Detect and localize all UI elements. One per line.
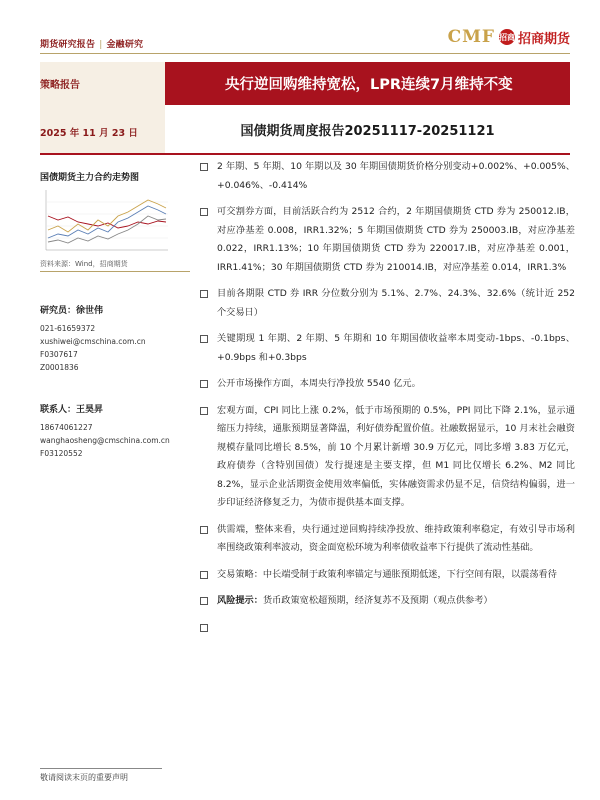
bullet-item — [200, 375, 575, 394]
bullet-item — [200, 402, 575, 513]
checkbox-bullet-icon — [200, 624, 208, 632]
checkbox-bullet-icon — [200, 335, 208, 343]
checkbox-bullet-icon — [200, 290, 208, 298]
futures-trend-thumbnail — [40, 186, 172, 256]
footer-divider — [40, 768, 162, 769]
trend-line-3 — [48, 206, 166, 238]
report-category: 期货研究报告 — [40, 40, 96, 50]
analyst-phone: 021-61659372 — [40, 324, 96, 333]
report-title: 国债期货周度报告20251117-20251121 — [240, 123, 495, 139]
analyst-cert-2: Z0001836 — [40, 363, 79, 372]
contact-role: 联系人： — [40, 405, 77, 415]
contact-cert-1: F03120552 — [40, 449, 83, 458]
checkbox-bullet-icon — [200, 208, 208, 216]
bullet-text: 供需端，整体来看，央行通过逆回购持续净投放、维持政策利率稳定，有效引导市场利率围绕政策利率波动，资金面宽松环境为利率债收益率下行提供了流动性基础。 — [217, 523, 575, 553]
bullet-text: 公开市场操作方面，本周央行净投放 5540 亿元。 — [217, 378, 421, 389]
contact-phone: 18674061227 — [40, 423, 93, 432]
checkbox-bullet-icon — [200, 380, 208, 388]
analyst-cert-1: F0307617 — [40, 350, 78, 359]
bullet-text: 货币政策宽松超预期，经济复苏不及预期（观点供参考） — [262, 595, 493, 606]
bullet-text: 关键期现 1 年期、2 年期、5 年期和 10 年期国债收益率本周变动-1bps、-0.1bps、+0.9bps 和+0.3bps — [217, 333, 575, 363]
logo-cn: 招商期货 — [517, 31, 570, 47]
bullet-item — [200, 158, 575, 195]
report-type-cell — [40, 62, 165, 105]
checkbox-bullet-icon — [200, 571, 208, 579]
contact-name: 王昊昇 — [76, 405, 104, 415]
trend-line-4 — [48, 216, 166, 243]
chart-title: 国债期货主力合约走势图 — [40, 173, 140, 183]
company-logo — [448, 27, 570, 47]
checkbox-bullet-icon — [200, 597, 208, 605]
headline: 央行逆回购维持宽松，LPR连续7月维持不变 — [165, 62, 570, 105]
bullet-text: 可交割券方面，目前活跃合约为 2512 合约，2 年期国债期货 CTD 券为 250012.IB，对应净基差 0.008，IRR1.32%；5 年期国债期货 CTD 券为 250003.IB，对应净基差 0.022，IRR1.13%；10 年期国债期货 CTD 券为 220017.IB，对应净基差 0.001，IRR1.41%；30 年期国债期货 CTD 券为 210014.IB，对应净基差 0.014，IRR1.3% — [217, 206, 575, 273]
analyst-email: xushiwei@cmschina.com.cn — [40, 337, 146, 346]
checkbox-bullet-icon — [200, 526, 208, 534]
header-divider — [40, 53, 570, 54]
chart-source: 资料来源：Wind，招商期货 — [40, 260, 128, 268]
bullet-text: 2 年期、5 年期、10 年期以及 30 年期国债期货价格分别变动+0.002%、+0.005%、+0.046%、-0.414% — [217, 161, 575, 191]
checkbox-bullet-icon — [200, 407, 208, 415]
header-separator: | — [99, 40, 103, 50]
contact-name-line — [40, 404, 170, 417]
bullet-item — [200, 330, 575, 367]
headline-band — [40, 62, 570, 105]
bullet-item — [200, 521, 575, 558]
analyst-card-researcher — [40, 305, 146, 374]
bullet-item — [200, 203, 575, 277]
bullet-text: 宏观方面，CPI 同比上涨 0.2%，低于市场预期的 0.5%，PPI 同比下降 2.1%，显示通缩压力持续，通胀预期显著降温，利好债券配置价值。社融数据显示，10 月末社会融资规模存量同比增长 8.5%，前 10 个月累计新增 30.9 万亿元，同比多增 3.83 万亿元，政府债券（含特别国债）发行提速是主要支撑，但 M1 同比仅增长 6.2%、M2 同比 8.2%，显示企业活期资金使用效率偏低，实体融资需求仍显不足，信贷结构偏弱，进一步印证经济修复乏力，为债市提供基本面支撑。 — [217, 404, 575, 508]
report-type: 策略报告 — [40, 80, 80, 91]
bullet-item — [200, 285, 575, 322]
sidebar-divider — [40, 271, 190, 272]
bullet-text: 目前各期限 CTD 券 IRR 分位数分别为 5.1%、2.7%、24.3%、32.6%（统计近 252 个交易日） — [217, 288, 575, 318]
title-underline — [40, 153, 570, 155]
checkbox-bullet-icon — [200, 163, 208, 171]
contact-email: wanghaosheng@cmschina.com.cn — [40, 436, 170, 445]
report-category-header — [40, 37, 143, 50]
logo-badge-icon: 招商 — [499, 29, 515, 45]
summary-bullets — [200, 158, 575, 619]
date-cell — [40, 105, 165, 153]
report-section: 金融研究 — [106, 40, 144, 50]
logo-en: CMF — [447, 27, 495, 47]
report-date: 2025 年 11 月 23 日 — [40, 128, 138, 139]
title-band — [40, 105, 570, 153]
bullet-item — [200, 592, 575, 611]
analyst-name: 徐世伟 — [76, 306, 104, 316]
analyst-card-contact — [40, 404, 170, 460]
risk-label: 风险提示： — [217, 595, 263, 606]
bullet-text: 交易策略：中长端受制于政策利率锚定与通胀预期低迷，下行空间有限，以震荡看待 — [217, 568, 557, 580]
footer-disclaimer: 敬请阅读末页的重要声明 — [40, 773, 128, 782]
analyst-role: 研究员： — [40, 306, 77, 316]
bullet-item — [200, 566, 575, 585]
analyst-name-line — [40, 305, 146, 318]
